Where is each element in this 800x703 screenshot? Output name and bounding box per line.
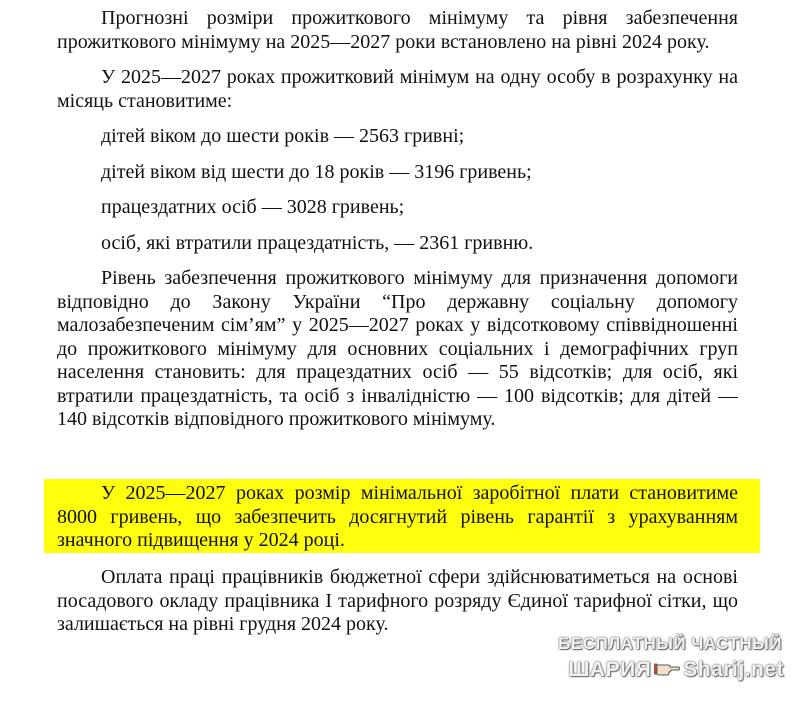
watermark-name: ШАРИЯ	[568, 658, 652, 681]
list-item: дітей віком до шести років — 2563 гривні;	[101, 125, 465, 147]
list-item: працездатних осіб — 3028 гривень;	[101, 196, 405, 218]
paragraph-subsistence-intro: У 2025—2027 роках прожитковий мінімум на одну особу в розрахунку на місяць становитиме:	[57, 66, 738, 112]
paragraph-subsistence-forecast: Прогнозні розміри прожиткового мінімуму та рівня забезпечення прожиткового мінімуму на 2025—2027 роки встановлено на рівні 2024 року.	[57, 7, 738, 53]
list-item: осіб, які втратили працездатність, — 2361 гривню.	[101, 231, 534, 254]
watermark-site: Sharij.net	[683, 658, 784, 681]
watermark-line1: БЕСПЛАТНЫЙ ЧАСТНЫЙ	[558, 634, 782, 653]
paragraph-minimum-wage-highlighted: У 2025—2027 роках розмір мінімальної заробітної плати становитиме 8000 гривень, що забезпечить досягнутий рівень гарантії з урахуванням значного підвищення у 2024 році.	[57, 482, 738, 551]
list-item: дітей віком від шести до 18 років — 3196 гривень;	[101, 160, 532, 183]
document-body	[57, 7, 738, 432]
watermark	[558, 634, 784, 686]
pointing-hand-icon	[654, 658, 680, 682]
paragraph-provision-level: Рівень забезпечення прожиткового мінімуму для призначення допомоги відповідно до Закону України “Про державну соціальну допомогу малозабезпеченим сім’ям” у 2025—2027 роках у відсотковому співвідношенні до прожиткового мінімуму для основних соціальних і демографічних груп населення становить: для працездатних осіб — 55 відсотків; для осіб, які втратили працездатність, та осіб з інвалідністю — 100 відсотків; для дітей — 140 відсотків відповідного прожиткового мінімуму.	[57, 267, 738, 430]
watermark-line2	[568, 658, 784, 682]
paragraph-public-sector-pay: Оплата праці працівників бюджетної сфери здійснюватиметься на основі посадового окладу працівника I тарифного розряду Єдиної тарифної сітки, що залишається на рівні грудня 2024 року.	[57, 566, 738, 635]
